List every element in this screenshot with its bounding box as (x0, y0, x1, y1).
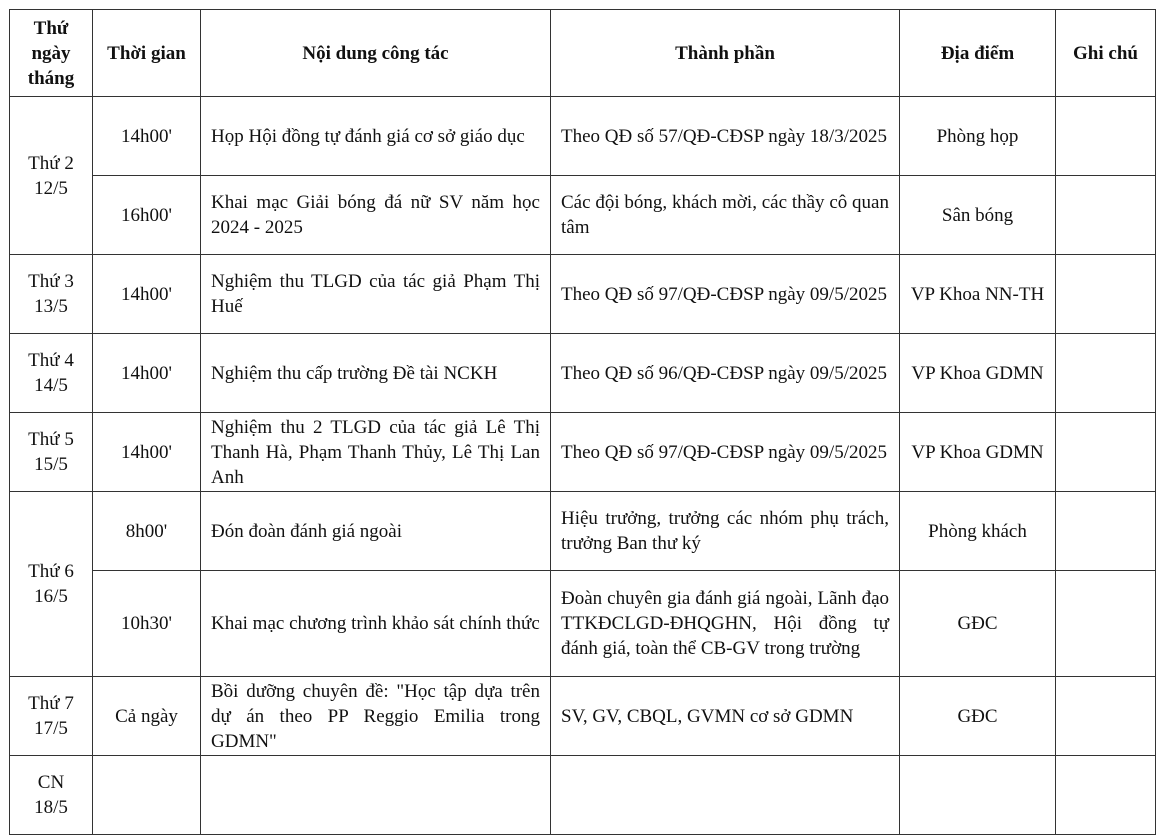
participants-cell: Theo QĐ số 96/QĐ-CĐSP ngày 09/5/2025 (551, 334, 900, 413)
content-cell (201, 756, 551, 835)
participants-cell: Đoàn chuyên gia đánh giá ngoài, Lãnh đạo TTKĐCLGD-ĐHQGHN, Hội đồng tự đánh giá, toàn thể CB-GV trong trường (551, 571, 900, 677)
time-cell: 8h00' (93, 492, 201, 571)
content-cell: Khai mạc chương trình khảo sát chính thức (201, 571, 551, 677)
note-cell (1056, 334, 1156, 413)
day-label: Thứ 2 (28, 152, 74, 174)
location-cell: Sân bóng (900, 176, 1056, 255)
location-cell: Phòng họp (900, 97, 1056, 176)
table-row (10, 571, 1156, 677)
header-participants: Thành phần (551, 10, 900, 97)
date-label: 13/5 (34, 296, 68, 317)
table-row (10, 756, 1156, 835)
day-cell (10, 492, 93, 677)
participants-cell: Theo QĐ số 97/QĐ-CĐSP ngày 09/5/2025 (551, 413, 900, 492)
participants-cell: Hiệu trưởng, trưởng các nhóm phụ trách, trưởng Ban thư ký (551, 492, 900, 571)
participants-cell: Theo QĐ số 57/QĐ-CĐSP ngày 18/3/2025 (551, 97, 900, 176)
table-row (10, 677, 1156, 756)
header-location: Địa điểm (900, 10, 1056, 97)
date-label: 16/5 (34, 586, 68, 607)
table-row (10, 97, 1156, 176)
note-cell (1056, 492, 1156, 571)
time-cell: 10h30' (93, 571, 201, 677)
day-cell (10, 97, 93, 255)
location-cell: GĐC (900, 571, 1056, 677)
note-cell (1056, 413, 1156, 492)
day-label: Thứ 3 (28, 271, 74, 292)
content-cell: Họp Hội đồng tự đánh giá cơ sở giáo dục (201, 97, 551, 176)
participants-cell: SV, GV, CBQL, GVMN cơ sở GDMN (551, 677, 900, 756)
day-label: Thứ 6 (28, 561, 74, 582)
content-cell: Nghiệm thu TLGD của tác giả Phạm Thị Huế (201, 255, 551, 334)
note-cell (1056, 571, 1156, 677)
table-row (10, 176, 1156, 255)
table-row (10, 492, 1156, 571)
note-cell (1056, 255, 1156, 334)
day-label: Thứ 4 (28, 350, 74, 371)
day-label: Thứ 5 (28, 429, 74, 450)
content-cell: Bồi dưỡng chuyên đề: "Học tập dựa trên dự án theo PP Reggio Emilia trong GDMN" (201, 677, 551, 756)
table-row (10, 334, 1156, 413)
day-cell (10, 677, 93, 756)
date-label: 14/5 (34, 375, 68, 396)
note-cell (1056, 176, 1156, 255)
note-cell (1056, 97, 1156, 176)
day-cell (10, 756, 93, 835)
time-cell: 14h00' (93, 413, 201, 492)
location-cell: VP Khoa NN-TH (900, 255, 1056, 334)
date-label: 18/5 (34, 797, 68, 818)
participants-cell (551, 756, 900, 835)
content-cell: Nghiệm thu 2 TLGD của tác giả Lê Thị Thanh Hà, Phạm Thanh Thủy, Lê Thị Lan Anh (201, 413, 551, 492)
location-cell: VP Khoa GDMN (900, 413, 1056, 492)
header-row (10, 10, 1156, 97)
location-cell (900, 756, 1056, 835)
time-cell: 14h00' (93, 255, 201, 334)
header-time: Thời gian (93, 10, 201, 97)
time-cell (93, 756, 201, 835)
participants-cell: Các đội bóng, khách mời, các thầy cô quan tâm (551, 176, 900, 255)
location-cell: GĐC (900, 677, 1056, 756)
location-cell: Phòng khách (900, 492, 1056, 571)
note-cell (1056, 756, 1156, 835)
day-cell (10, 334, 93, 413)
date-label: 17/5 (34, 718, 68, 739)
participants-cell: Theo QĐ số 97/QĐ-CĐSP ngày 09/5/2025 (551, 255, 900, 334)
time-cell: 16h00' (93, 176, 201, 255)
day-label: CN (37, 772, 65, 793)
table-row (10, 255, 1156, 334)
note-cell (1056, 677, 1156, 756)
content-cell: Khai mạc Giải bóng đá nữ SV năm học 2024 - 2025 (201, 176, 551, 255)
header-content: Nội dung công tác (201, 10, 551, 97)
time-cell: Cả ngày (93, 677, 201, 756)
date-label: 15/5 (34, 454, 68, 475)
location-cell: VP Khoa GDMN (900, 334, 1056, 413)
header-note: Ghi chú (1056, 10, 1156, 97)
time-cell: 14h00' (93, 97, 201, 176)
time-cell: 14h00' (93, 334, 201, 413)
table-row (10, 413, 1156, 492)
day-label: Thứ 7 (28, 693, 74, 714)
header-day: Thứ ngày tháng (10, 10, 93, 97)
content-cell: Đón đoàn đánh giá ngoài (201, 492, 551, 571)
day-cell (10, 413, 93, 492)
day-cell (10, 255, 93, 334)
schedule-table (9, 9, 1156, 835)
content-cell: Nghiệm thu cấp trường Đề tài NCKH (201, 334, 551, 413)
date-label: 12/5 (34, 177, 68, 199)
